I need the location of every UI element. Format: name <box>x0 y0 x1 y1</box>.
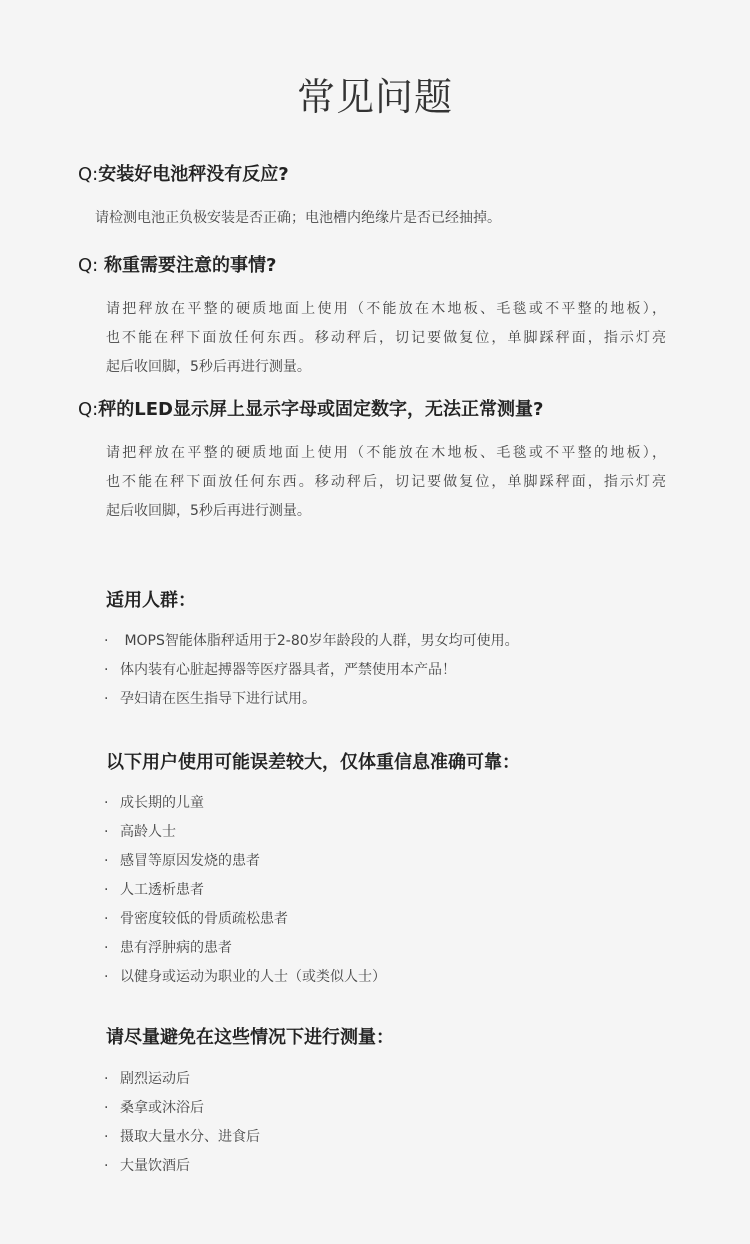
faq-question-3 <box>78 398 543 422</box>
bullet-icon: · <box>104 1158 109 1174</box>
bullet-icon: · <box>104 795 109 811</box>
bullet-icon: · <box>104 824 109 840</box>
question-prefix: Q: <box>78 255 104 276</box>
list-item <box>104 627 519 656</box>
page-title: 常见问题 <box>296 75 453 119</box>
list-item <box>104 818 386 847</box>
question-text: 秤的LED显示屏上显示字母或固定数字，无法正常测量? <box>98 399 544 420</box>
list-item-text: 以健身或运动为职业的人士（或类似人士） <box>120 969 386 985</box>
list-item-text: 骨密度较低的骨质疏松患者 <box>120 911 288 927</box>
section-title-avoid-measuring: 请尽量避免在这些情况下进行测量： <box>106 1027 394 1048</box>
list-item <box>104 1123 260 1152</box>
answer-line: 请把秤放在平整的硬质地面上使用（不能放在木地板、毛毯或不平整的地板）， <box>106 301 666 317</box>
avoid-measuring-list <box>104 1065 260 1181</box>
faq-answer-3 <box>106 439 666 526</box>
list-item-text: 大量饮酒后 <box>120 1158 190 1174</box>
faq-question-2 <box>78 254 276 278</box>
list-item <box>104 876 386 905</box>
section-title-inaccurate-users: 以下用户使用可能误差较大，仅体重信息准确可靠： <box>106 752 520 773</box>
list-item-text: 体内装有心脏起搏器等医疗器具者，严禁使用本产品！ <box>120 662 456 678</box>
list-item-text: 摄取大量水分、进食后 <box>120 1129 260 1145</box>
list-item <box>104 1094 260 1123</box>
list-item <box>104 789 386 818</box>
bullet-icon: · <box>104 633 109 649</box>
list-item-text: MOPS智能体脂秤适用于2-80岁年龄段的人群，男女均可使用。 <box>120 633 519 649</box>
bullet-icon: · <box>104 1100 109 1116</box>
bullet-icon: · <box>104 662 109 678</box>
question-prefix: Q: <box>78 399 99 420</box>
list-item <box>104 905 386 934</box>
inaccurate-users-list <box>104 789 386 992</box>
question-text: 称重需要注意的事情? <box>103 255 277 276</box>
answer-line: 也不能在秤下面放任何东西。移动秤后，切记要做复位，单脚踩秤面，指示灯亮 <box>106 330 666 346</box>
bullet-icon: · <box>104 969 109 985</box>
list-item-text: 人工透析患者 <box>120 882 204 898</box>
list-item <box>104 1065 260 1094</box>
list-item <box>104 934 386 963</box>
bullet-icon: · <box>104 911 109 927</box>
answer-line: 也不能在秤下面放任何东西。移动秤后，切记要做复位，单脚踩秤面，指示灯亮 <box>106 474 666 490</box>
bullet-icon: · <box>104 1071 109 1087</box>
answer-line: 起后收回脚，5秒后再进行测量。 <box>106 503 311 519</box>
answer-line: 起后收回脚，5秒后再进行测量。 <box>106 359 311 375</box>
question-text: 安装好电池秤没有反应? <box>98 164 289 185</box>
list-item <box>104 963 386 992</box>
list-item-text: 剧烈运动后 <box>120 1071 190 1087</box>
bullet-icon: · <box>104 882 109 898</box>
answer-line: 请检测电池正负极安装是否正确；电池槽内绝缘片是否已经抽掉。 <box>95 210 501 226</box>
list-item <box>104 656 519 685</box>
list-item <box>104 1152 260 1181</box>
bullet-icon: · <box>104 1129 109 1145</box>
section-title-suitable-users: 适用人群： <box>106 590 196 611</box>
faq-answer-1 <box>95 204 501 233</box>
list-item-text: 成长期的儿童 <box>120 795 204 811</box>
list-item-text: 患有浮肿病的患者 <box>120 940 232 956</box>
list-item <box>104 685 519 714</box>
bullet-icon: · <box>104 940 109 956</box>
faq-answer-2 <box>106 295 666 382</box>
bullet-icon: · <box>104 691 109 707</box>
faq-question-1 <box>78 163 289 187</box>
list-item-text: 高龄人士 <box>120 824 176 840</box>
list-item <box>104 847 386 876</box>
answer-line: 请把秤放在平整的硬质地面上使用（不能放在木地板、毛毯或不平整的地板）， <box>106 445 666 461</box>
list-item-text: 孕妇请在医生指导下进行试用。 <box>120 691 316 707</box>
bullet-icon: · <box>104 853 109 869</box>
suitable-users-list <box>104 627 519 714</box>
question-prefix: Q: <box>78 164 99 185</box>
list-item-text: 感冒等原因发烧的患者 <box>120 853 260 869</box>
list-item-text: 桑拿或沐浴后 <box>120 1100 204 1116</box>
